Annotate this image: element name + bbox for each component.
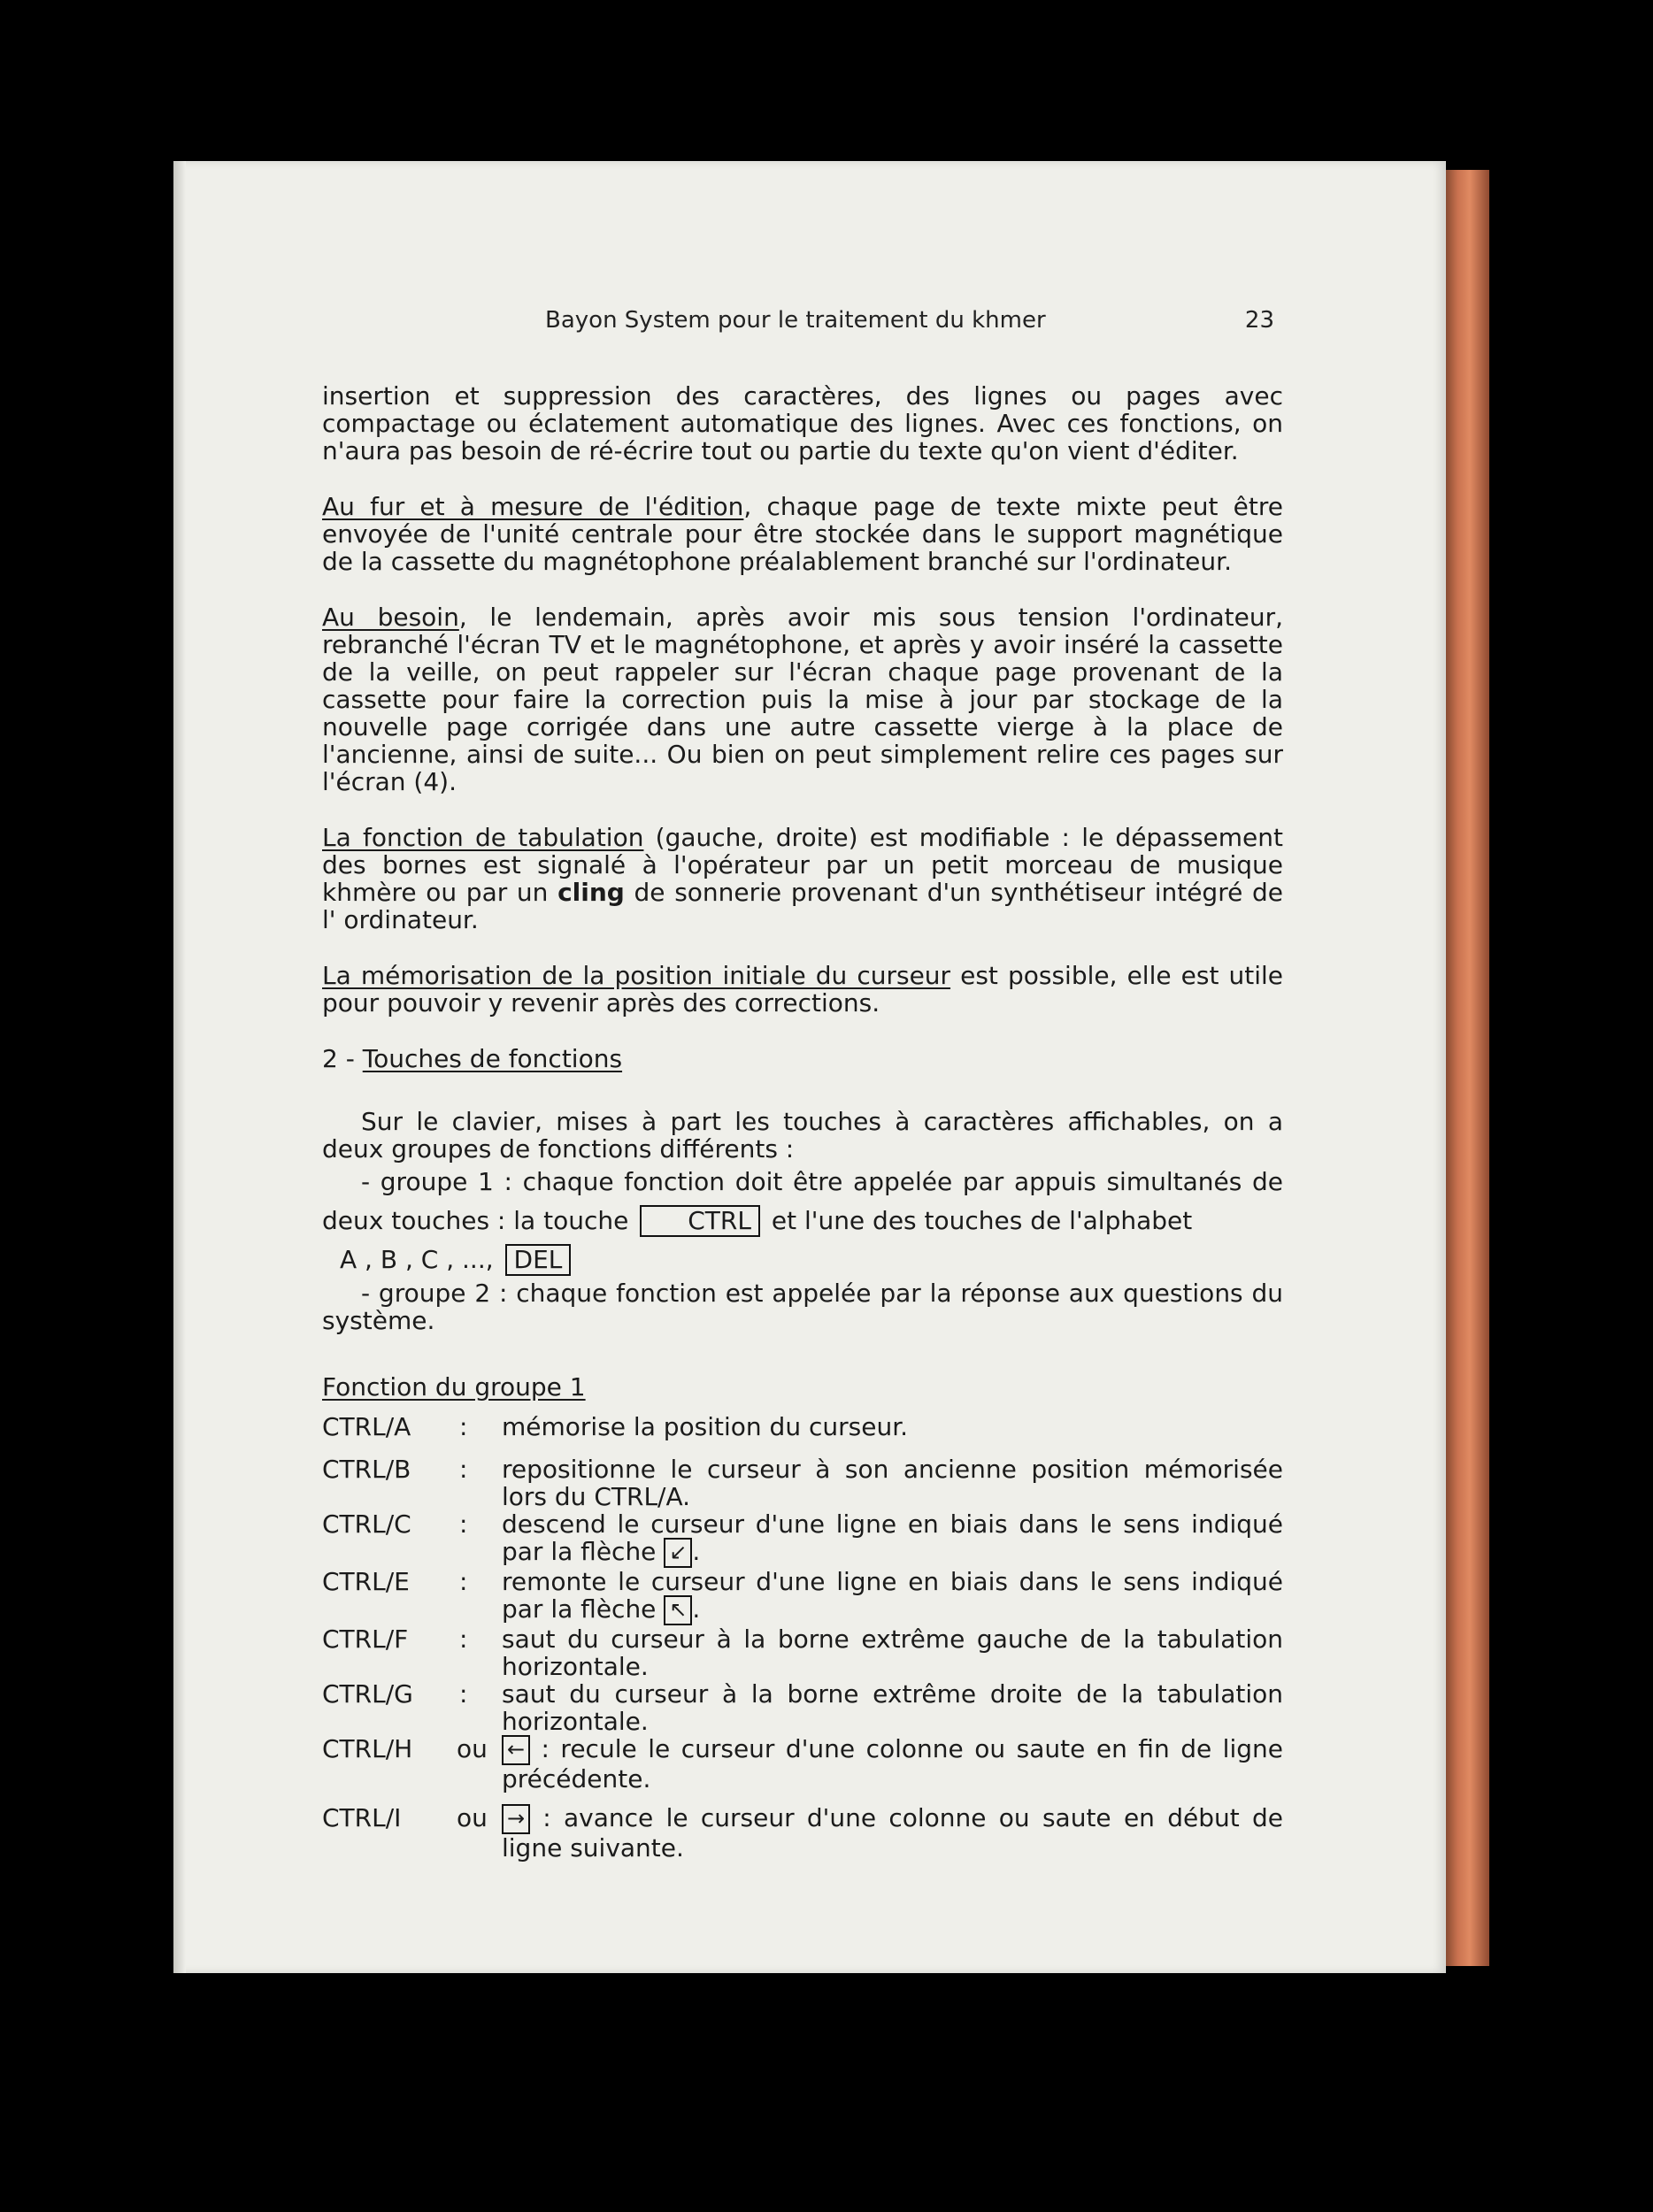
ctrl-entry — [322, 1455, 1283, 1510]
paragraph-3 — [322, 603, 1283, 795]
ctrl-key-label: CTRL/C — [322, 1509, 411, 1539]
ctrl-desc-tail: . — [692, 1594, 701, 1624]
underlined-lead: Au fur et à mesure de l'édition — [322, 492, 744, 521]
underlined-lead: La mémorisation de la position initiale du curseur — [322, 961, 951, 990]
or-word: ou — [457, 1803, 488, 1832]
colon-separator: : — [459, 1567, 468, 1596]
colon-separator: : — [459, 1679, 468, 1709]
section-title: Touches de fonctions — [362, 1044, 623, 1073]
ctrl-key-label: CTRL/A — [322, 1412, 411, 1441]
or-word: ou — [457, 1734, 488, 1763]
ctrl-desc-tail: . — [692, 1537, 701, 1566]
paragraph-2 — [322, 493, 1283, 575]
ctrl-entry — [322, 1680, 1283, 1735]
ctrl-entry — [322, 1568, 1283, 1625]
underlined-lead: Au besoin — [322, 603, 459, 632]
ctrl-key-label: CTRL/G — [322, 1679, 413, 1709]
group1-text: - groupe 1 : chaque fonction doit être appelée par appuis simultanés de deux touches : la touche — [322, 1167, 1283, 1235]
ctrl-desc-text: saut du curseur à la borne extrême gauche de la tabulation horizontale. — [502, 1624, 1283, 1681]
ctrl-key-label: CTRL/I — [322, 1803, 402, 1832]
down-left-arrow-icon: ↙ — [664, 1538, 692, 1568]
ctrl-desc-text: remonte le curseur d'une ligne en biais dans le sens indiqué par la flèche — [502, 1567, 1283, 1624]
section-heading — [322, 1045, 1283, 1072]
ctrl-entry — [322, 1625, 1283, 1680]
ctrl-key-label: CTRL/H — [322, 1734, 413, 1763]
ctrl-key-label: CTRL/F — [322, 1624, 409, 1654]
right-arrow-icon: → — [502, 1804, 530, 1834]
up-left-arrow-icon: ↖ — [664, 1595, 692, 1625]
ctrl-desc-text: : avance le curseur d'une colonne ou saute en début de ligne suivante. — [502, 1803, 1283, 1863]
underlined-lead: La fonction de tabulation — [322, 823, 644, 852]
book-page — [173, 161, 1446, 1973]
page-edge — [1441, 170, 1489, 1966]
ctrl-description — [502, 1735, 1283, 1793]
group2-description: - groupe 2 : chaque fonction est appelée par la réponse aux questions du système. — [322, 1279, 1283, 1335]
ctrl-entry — [322, 1510, 1283, 1568]
ctrl-desc-text: saut du curseur à la borne extrême droite de la tabulation horizontale. — [502, 1679, 1283, 1736]
bold-word: cling — [557, 878, 625, 907]
paragraph-1: insertion et suppression des caractères, des lignes ou pages avec compactage ou éclatement automatique des lignes. Avec ces fonctions, on n'aura pas besoin de ré-écrire tout ou partie du texte qu'on vient d'éditer. — [322, 381, 1283, 465]
alphabet-list: A , B , C , ..., — [340, 1245, 494, 1274]
ctrl-description — [502, 1510, 1283, 1568]
ctrl-description — [502, 1804, 1283, 1862]
ctrl-entry — [322, 1735, 1283, 1804]
colon-separator: : — [459, 1624, 468, 1654]
ctrl-desc-text: repositionne le curseur à son ancienne position mémorisée lors du CTRL/A. — [502, 1455, 1283, 1511]
paragraph-4 — [322, 824, 1283, 933]
group1-description — [322, 1163, 1283, 1240]
colon-separator: : — [459, 1412, 468, 1441]
ctrl-key-label: CTRL/E — [322, 1567, 410, 1596]
ctrl-description — [502, 1568, 1283, 1625]
group1-title: Fonction du groupe 1 — [322, 1372, 586, 1402]
section-number: 2 - — [322, 1044, 363, 1073]
alphabet-keys — [340, 1240, 1283, 1279]
ctrl-key: CTRL — [640, 1205, 760, 1237]
paragraph-5 — [322, 962, 1283, 1017]
colon-separator: : — [459, 1509, 468, 1539]
paragraph-text: (gauche, droite) est modifiable : le dépassement des bornes est signalé à l'opérateur par un petit morceau de musique khmère ou par un — [322, 823, 1283, 907]
ctrl-function-list — [322, 1413, 1283, 1735]
paragraph-text: , le lendemain, après avoir mis sous tension l'ordinateur, rebranché l'écran TV et le magnétophone, et après y avoir inséré la cassette de la veille, on peut rappeler sur l'écran chaque page provenant de la cassette pour faire la correction puis la mise à jour par stockage de la nouvelle page corrigée dans une autre cassette vierge à la place de l'ancienne, ainsi de suite... Ou bien on peut simplement relire ces pages sur l'écran (4). — [322, 603, 1284, 796]
paragraph-text: , chaque page de texte mixte peut être envoyée de l'unité centrale pour être stockée dans le support magnétique de la cassette du magnétophone préalablement branché sur l'ordinateur. — [322, 492, 1283, 576]
ctrl-entry — [322, 1804, 1283, 1873]
ctrl-entry — [322, 1413, 1283, 1455]
ctrl-key-label: CTRL/B — [322, 1455, 411, 1484]
running-head — [322, 307, 1283, 339]
running-title: Bayon System pour le traitement du khmer — [545, 307, 1046, 334]
page-gutter — [173, 161, 186, 1973]
section-intro: Sur le clavier, mises à part les touches à caractères affichables, on a deux groupes de fonctions différents : — [322, 1107, 1283, 1164]
page-body — [322, 382, 1283, 1873]
del-key: DEL — [505, 1244, 572, 1276]
paragraph-text: de sonnerie provenant d'un synthétiseur intégré de l' ordinateur. — [322, 878, 1283, 934]
ctrl-description — [502, 1413, 1283, 1440]
group1-text-b: et l'une des touches de l'alphabet — [771, 1206, 1193, 1235]
ctrl-desc-text: : recule le curseur d'une colonne ou saute en fin de ligne précédente. — [502, 1734, 1283, 1793]
colon-separator: : — [459, 1455, 468, 1484]
ctrl-description — [502, 1625, 1283, 1680]
paragraph-text: est possible, elle est utile pour pouvoir y revenir après des corrections. — [322, 961, 1283, 1018]
left-arrow-icon: ← — [502, 1735, 530, 1765]
page-number: 23 — [1244, 307, 1274, 334]
ctrl-desc-text: descend le curseur d'une ligne en biais dans le sens indiqué par la flèche — [502, 1509, 1283, 1566]
ctrl-description — [502, 1680, 1283, 1735]
ctrl-desc-text: mémorise la position du curseur. — [502, 1412, 909, 1441]
ctrl-description — [502, 1455, 1283, 1510]
